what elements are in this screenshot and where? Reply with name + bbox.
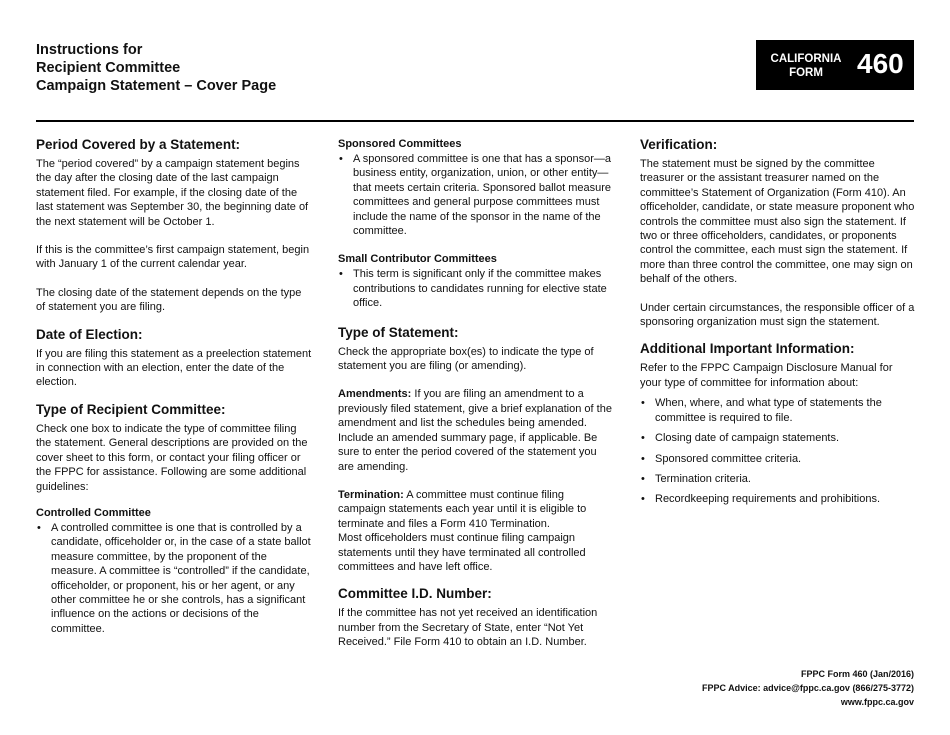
sponsored-list <box>338 152 614 238</box>
footer-website-link[interactable]: www.fppc.ca.gov <box>840 697 914 707</box>
footer-advice-contact: FPPC Advice: advice@fppc.ca.gov (866/275-3772) <box>701 683 914 693</box>
verification-heading: Verification: <box>640 137 718 152</box>
sponsored-heading: Sponsored Committees <box>338 138 462 150</box>
statement-type-heading: Type of Statement: <box>338 324 459 340</box>
period-text-1: The “period covered” by a campaign statement begins the day after the closing date of the last campaign statement filed. For example, if the closing date of the last statement was September 30, the beginning date of the next statement will be October 1. <box>36 158 309 228</box>
list-item: • When, where, and what type of statements the committee is required to file. <box>640 396 916 425</box>
amendments-paragraph <box>338 387 614 473</box>
verification-text-1: The statement must be signed by the committee treasurer or the assistant treasurer named on the committee’s Statement of Organization (Form 410). An officeholder, candidate, or state measure proponent who controls the committee must also sign the statement. If two or three officeholders, candidates, or proponents control the committee, each must sign the statement. If more than three control the committee, one may sign on behalf of the others. <box>640 158 915 286</box>
additional-heading: Additional Important Information: <box>640 341 855 357</box>
column-1 <box>36 137 312 636</box>
id-number-heading: Committee I.D. Number: <box>338 586 492 602</box>
badge-state: CALIFORNIA <box>770 53 842 65</box>
statement-type-text: Check the appropriate box(es) to indicate the type of statement you are filing (or amending). <box>338 345 594 373</box>
sponsored-bullet: • A sponsored committee is one that has a sponsor—a business entity, organization, union, or other entity—that meets certain criteria. Sponsored ballot measure committees and general purpose committees must include the name of the sponsor in the name of the committee. <box>338 152 614 238</box>
controlled-bullet: • A controlled committee is one that is controlled by a candidate, officeholder or, in the case of a state ballot measure committee, by the proponent of the measure. A committee is “controlled” if the candidate, officeholder, or proponent, his or her agent, or any other committee he or she controls, has a significant influence on the actions or decisions of the committee. <box>36 521 312 636</box>
recipient-heading: Type of Recipient Committee: <box>36 401 226 417</box>
additional-text: Refer to the FPPC Campaign Disclosure Manual for your type of committee for information about: <box>640 362 893 389</box>
list-item: • Recordkeeping requirements and prohibitions. <box>640 492 916 506</box>
termination-text-2: Most officeholders must continue filing campaign statements until they have terminated all controlled committees and have left office. <box>338 532 586 573</box>
election-text: If you are filing this statement as a preelection statement in connection with an election, enter the date of the election. <box>36 347 312 389</box>
additional-list <box>640 396 916 506</box>
column-3 <box>640 137 916 513</box>
election-heading: Date of Election: <box>36 326 143 342</box>
column-2 <box>338 137 614 664</box>
verification-text-2: Under certain circumstances, the responsible officer of a sponsoring organization must sign the statement. <box>640 301 915 329</box>
badge-label <box>768 52 844 80</box>
badge-number: 460 <box>857 48 904 79</box>
list-item: • Termination criteria. <box>640 472 916 486</box>
header-divider <box>36 120 914 122</box>
small-heading: Small Contributor Committees <box>338 253 497 266</box>
termination-text: A committee must continue filing campaign statements each year until it is eligible to terminate and files a Form 410 Termination. <box>338 488 587 530</box>
footer-form-version: FPPC Form 460 (Jan/2016) <box>800 669 914 679</box>
badge-form: FORM <box>789 67 823 79</box>
period-text-2: If this is the committee’s first campaign statement, begin with January 1 of the current calendar year. <box>36 244 310 271</box>
small-bullet: • This term is significant only if the committee makes contributions to candidates running for elective state office. <box>338 267 614 310</box>
footer <box>702 667 914 709</box>
period-heading: Period Covered by a Statement: <box>36 137 241 152</box>
title-line-1: Instructions for <box>36 42 143 58</box>
amendments-label: Amendments: <box>338 388 412 401</box>
controlled-list <box>36 521 312 636</box>
recipient-text: Check one box to indicate the type of committee filing the statement. General descriptions are provided on the cover sheet to this form, or contact your filing officer or the FPPC for assistance. Following are some additional guidelines: <box>36 422 308 493</box>
form-badge <box>756 40 914 90</box>
list-item: • Closing date of campaign statements. <box>640 431 916 445</box>
period-text-3: The closing date of the statement depends on the type of statement you are filing. <box>36 286 302 314</box>
title-line-2: Recipient Committee <box>36 60 181 76</box>
controlled-heading: Controlled Committee <box>36 506 151 519</box>
termination-label: Termination: <box>338 488 404 501</box>
title-line-3: Campaign Statement – Cover Page <box>36 78 277 94</box>
termination-paragraph <box>338 488 614 574</box>
id-number-text: If the committee has not yet received an identification number from the Secretary of State, enter “Not Yet Received.” File Form 410 to obtain an I.D. Number. <box>338 607 598 649</box>
small-list <box>338 267 614 310</box>
amendments-text: If you are filing an amendment to a previously filed statement, give a brief explanation of the amendment and list the schedules being amended. Include an amended summary page, if applicable. Be sure to enter the period covered of the statement you are amending. <box>338 388 612 473</box>
document-title <box>36 41 276 95</box>
list-item: • Sponsored committee criteria. <box>640 452 916 466</box>
